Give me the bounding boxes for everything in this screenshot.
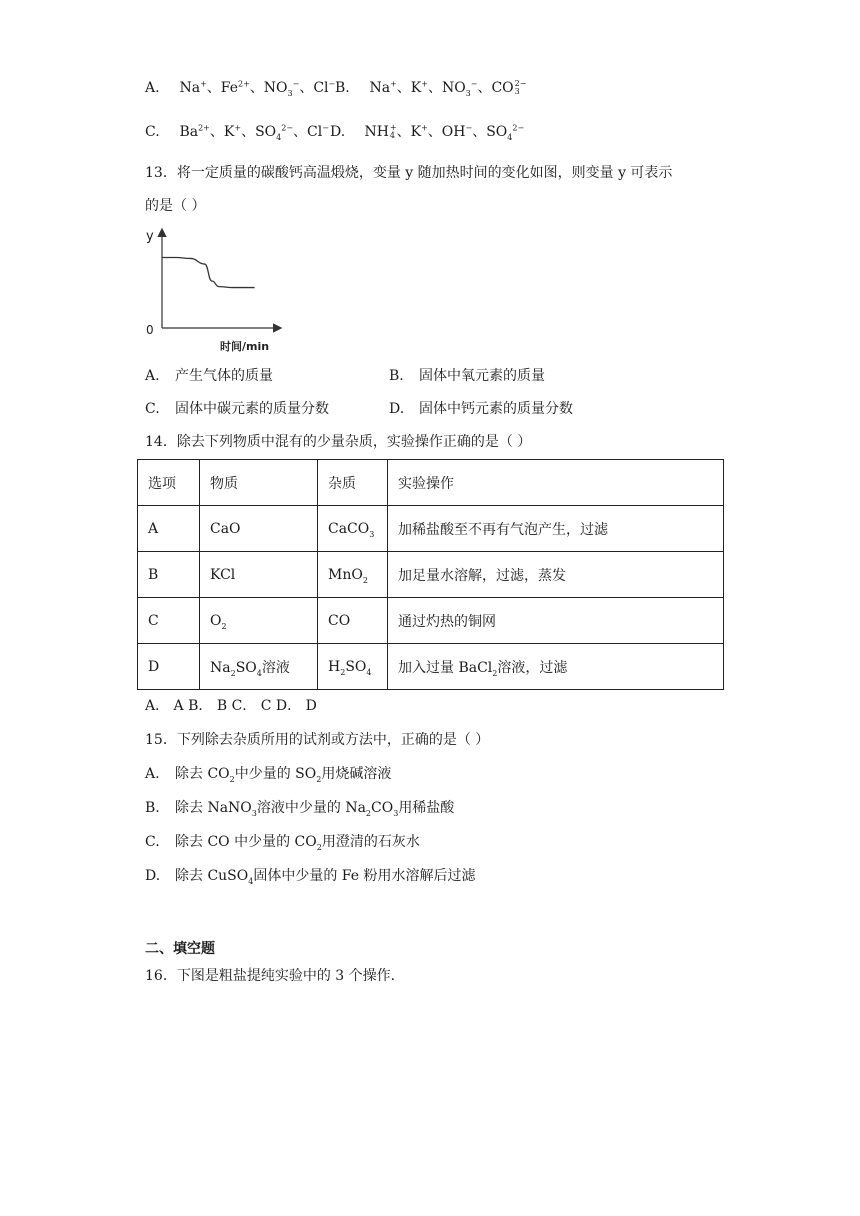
q13-option-a: A. 产生气体的质量 bbox=[145, 368, 273, 384]
q15-option-b: B. 除去 NaNO$_3$溶液中少量的 $Na_2CO_3$用稀盐酸 bbox=[145, 800, 455, 818]
section-heading: 二、填空题 bbox=[145, 941, 215, 957]
q15-option-c: C. 除去 CO 中少量的 $CO_2$用澄清的石灰水 bbox=[145, 834, 420, 852]
table-row: D $Na_2SO_4$溶液 $H_2SO_4$ 加入过量 BaCl$_2$溶液，过滤 bbox=[138, 644, 724, 690]
table-row: B KCl MnO$_2$ 加足量水溶解，过滤，蒸发 bbox=[138, 552, 724, 598]
q15-option-a: A. 除去 $CO_2$中少量的 $SO_2$用烧碱溶液 bbox=[145, 766, 392, 784]
series-line bbox=[162, 258, 255, 288]
q15-stem: 15．下列除去杂质所用的试剂或方法中，正确的是（ ） bbox=[145, 732, 490, 748]
q13-stem-line1: 13．将一定质量的碳酸钙高温煅烧，变量 y 随加热时间的变化如图，则变量 y 可表示 bbox=[145, 165, 673, 181]
q13-chart bbox=[140, 226, 290, 356]
q12-option-d: D. NH+ 4 、K+、OH−、$SO_4^{2-}$ bbox=[330, 123, 525, 142]
q12-option-c: C. $Ba^{2+}$、K+、$SO_4^{2-}$、Cl− bbox=[145, 123, 329, 142]
y-axis-label: y bbox=[146, 229, 154, 244]
origin-label: 0 bbox=[146, 323, 154, 337]
q12-option-a: A. Na+、$Fe^{2+}$、$NO_3^-$、Cl− bbox=[145, 79, 336, 98]
q12-option-b: B. Na+、K+、$NO_3^-$、CO2− 3 bbox=[335, 79, 527, 98]
q13-option-b: B. 固体中氧元素的质量 bbox=[389, 368, 545, 384]
q16-stem: 16．下图是粗盐提纯实验中的 3 个操作. bbox=[145, 968, 396, 984]
table-row: A CaO CaCO$_3$ 加稀盐酸至不再有气泡产生，过滤 bbox=[138, 506, 724, 552]
q13-option-c: C. 固体中碳元素的质量分数 bbox=[145, 401, 329, 417]
q15-option-d: D. 除去 CuSO$_4$固体中少量的 Fe 粉用水溶解后过滤 bbox=[145, 868, 476, 886]
table-header-row: 选项 物质 杂质 实验操作 bbox=[138, 460, 724, 506]
table-row: C $O_2$ CO 通过灼热的铜网 bbox=[138, 598, 724, 644]
q13-option-d: D. 固体中钙元素的质量分数 bbox=[389, 401, 573, 417]
q14-table bbox=[137, 459, 724, 690]
x-axis-label: 时间/min bbox=[220, 340, 270, 353]
q13-stem-line2: 的是（ ） bbox=[145, 198, 206, 214]
q14-stem: 14．除去下列物质中混有的少量杂质，实验操作正确的是（ ） bbox=[145, 434, 532, 450]
q14-answer-options: A． A B． B C． C D． D bbox=[145, 698, 317, 714]
